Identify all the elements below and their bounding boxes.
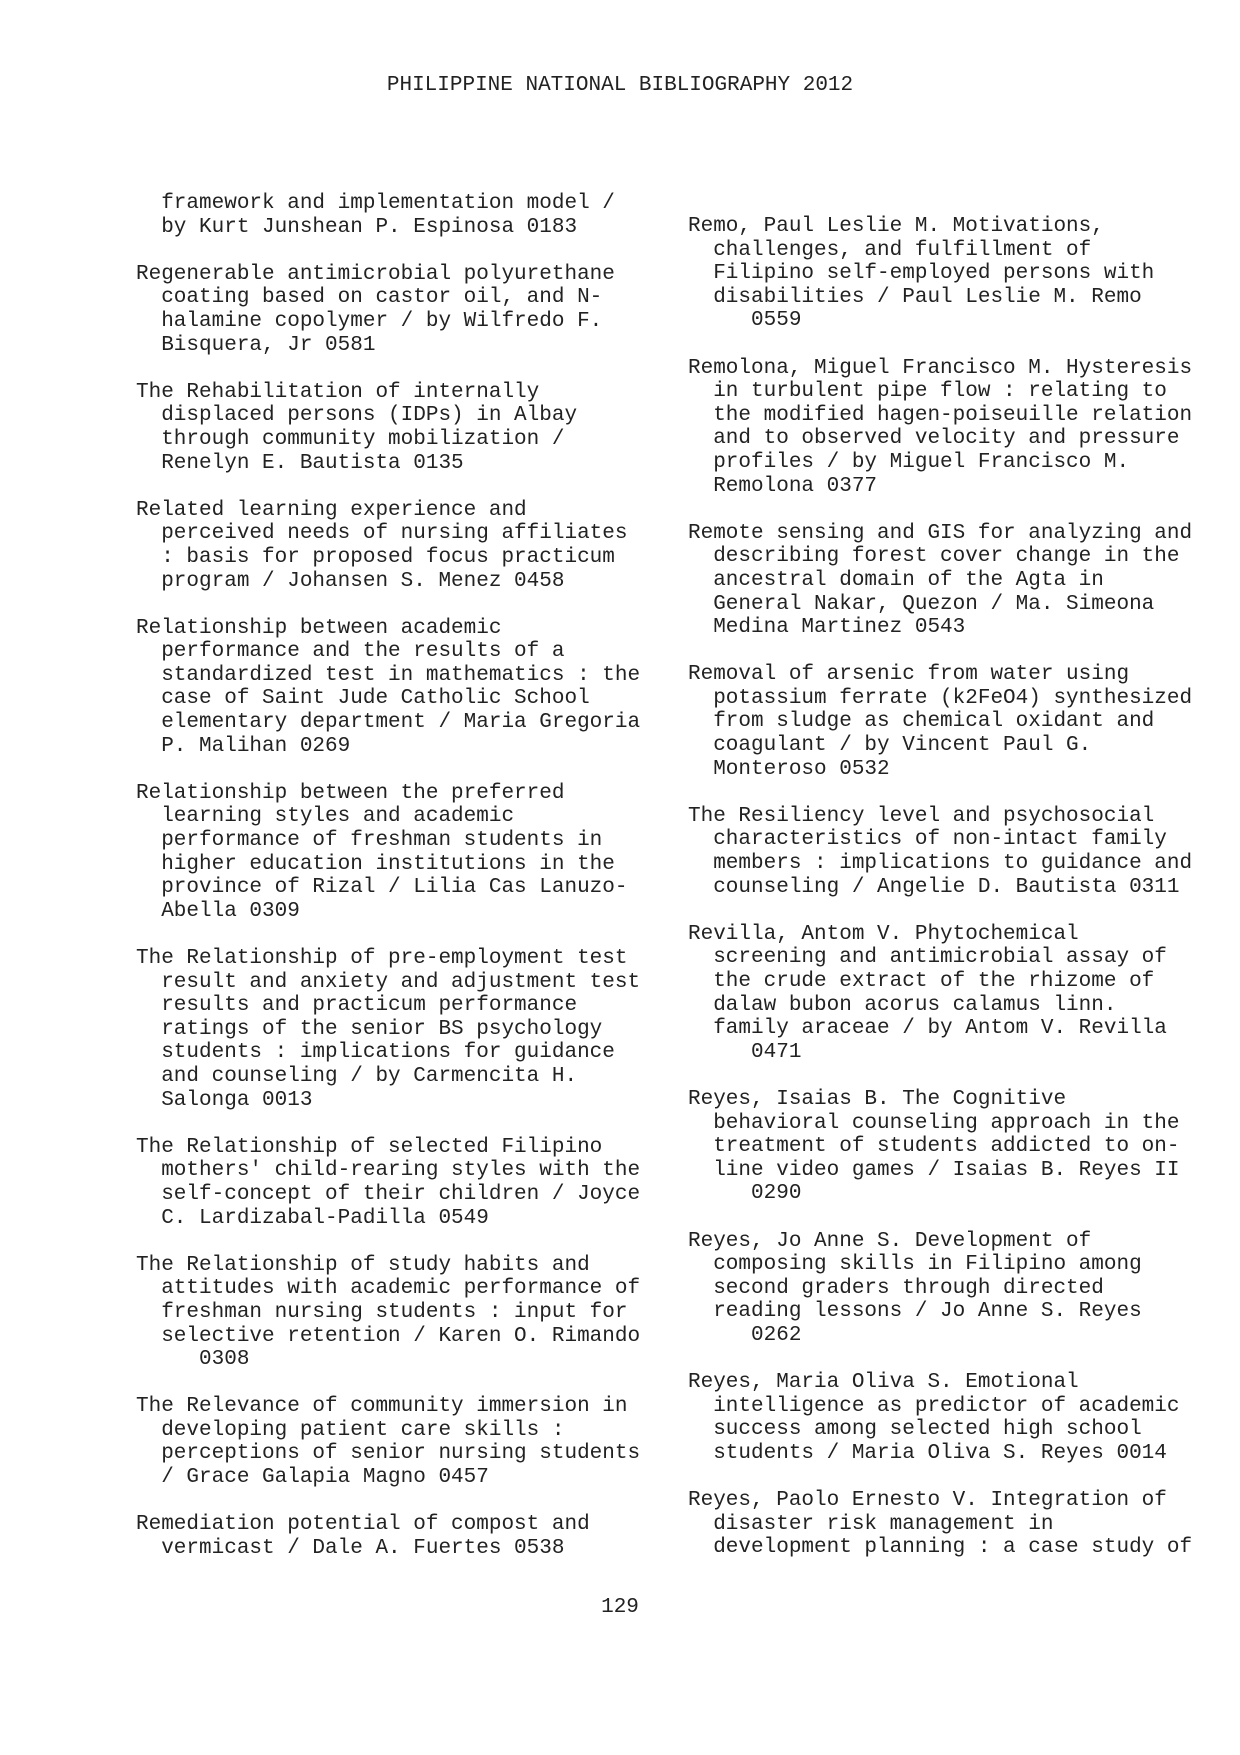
left-column-line: The Relationship of study habits and [136,1253,590,1277]
left-column-line: developing patient care skills : [136,1418,565,1442]
right-column-line: Remolona, Miguel Francisco M. Hysteresis [688,356,1193,380]
left-column-line: standardized test in mathematics : the [136,663,641,687]
right-column-line: line video games / Isaias B. Reyes II [688,1158,1180,1182]
left-column [136,192,640,1560]
right-column-line: family araceae / by Antom V. Revilla [688,1017,1167,1041]
left-column-line: The Relevance of community immersion in [136,1395,628,1419]
right-column-line: Reyes, Maria Oliva S. Emotional [688,1371,1079,1395]
right-column-line: reading lessons / Jo Anne S. Reyes [688,1300,1142,1324]
right-column-line [688,899,1192,923]
right-column-line: treatment of students addicted to on- [688,1135,1180,1159]
right-column-line: the modified hagen-poiseuille relation [688,403,1193,427]
right-column-line: Filipino self-employed persons with [688,262,1155,286]
right-column-line [688,1465,1192,1489]
left-column-line: Related learning experience and [136,498,527,522]
left-column-line: results and practicum performance [136,994,578,1018]
right-column-line: characteristics of non-intact family [688,828,1167,852]
right-column-line: Remolona 0377 [688,474,878,498]
right-column-line [688,1064,1192,1088]
left-column-line: Remediation potential of compost and [136,1513,590,1537]
left-column-line: by Kurt Junshean P. Espinosa 0183 [136,215,578,239]
right-column-line: counseling / Angelie D. Bautista 0311 [688,875,1180,899]
right-column-line: screening and antimicrobial assay of [688,946,1167,970]
right-column-line: General Nakar, Quezon / Ma. Simeona [688,592,1155,616]
left-column-line: Relationship between the preferred [136,781,565,805]
left-column-line: Salonga 0013 [136,1088,313,1112]
left-column-line [136,1372,640,1396]
right-column-line: development planning : a case study of [688,1536,1193,1560]
right-column-line: 0290 [688,1182,802,1206]
right-column-line: Reyes, Jo Anne S. Development of [688,1229,1092,1253]
left-column-line [136,1230,640,1254]
right-column-line: in turbulent pipe flow : relating to [688,380,1167,404]
right-column-line: members : implications to guidance and [688,852,1193,876]
right-column-line: from sludge as chemical oxidant and [688,710,1155,734]
left-column-line: The Relationship of pre-employment test [136,947,628,970]
right-column-line: intelligence as predictor of academic [688,1394,1180,1418]
left-column-line: framework and implementation model / [136,192,615,215]
left-column-line: freshman nursing students : input for [136,1300,628,1324]
left-column-line: C. Lardizabal-Padilla 0549 [136,1206,489,1230]
left-column-line: Regenerable antimicrobial polyurethane [136,262,615,286]
page-header: PHILIPPINE NATIONAL BIBLIOGRAPHY 2012 [386,74,854,97]
right-column-line: disaster risk management in [688,1512,1054,1536]
left-column-line: The Rehabilitation of internally [136,380,540,404]
left-column-line: Bisquera, Jr 0581 [136,333,376,357]
left-column-line: ratings of the senior BS psychology [136,1017,603,1041]
right-column-line: the crude extract of the rhizome of [688,970,1155,993]
left-column-line: / Grace Galapia Magno 0457 [136,1466,489,1490]
left-column-line: Abella 0309 [136,899,300,923]
left-column-line [136,475,640,499]
right-column-line [688,498,1192,522]
left-column-line: performance of freshman students in [136,829,603,853]
right-column-line: describing forest cover change in the [688,545,1180,569]
right-column-line: Remo, Paul Leslie M. Motivations, [688,215,1104,238]
right-column-line: 0262 [688,1323,802,1347]
right-column-line: dalaw bubon acorus calamus linn. [688,993,1117,1017]
left-column-line: : basis for proposed focus practicum [136,545,615,569]
left-column-line [136,1112,640,1136]
left-column-line [136,758,640,782]
left-column-line: higher education institutions in the [136,852,615,876]
right-column-line: and to observed velocity and pressure [688,427,1180,451]
right-column-line: Reyes, Paolo Ernesto V. Integration of [688,1489,1167,1513]
right-column-line: challenges, and fulfillment of [688,238,1092,262]
right-column-line: 0471 [688,1040,802,1064]
left-column-line: selective retention / Karen O. Rimando [136,1324,641,1348]
left-column-line: elementary department / Maria Gregoria [136,711,641,735]
left-column-line: coating based on castor oil, and N- [136,286,603,310]
left-column-line [136,593,640,617]
page-number: 129 [601,1596,639,1619]
left-column-line: attitudes with academic performance of [136,1277,641,1301]
left-column-line: displaced persons (IDPs) in Albay [136,404,578,428]
right-column-line [688,1348,1192,1372]
left-column-line: Renelyn E. Bautista 0135 [136,451,464,475]
right-column-line: ancestral domain of the Agta in [688,568,1104,592]
left-column-line: through community mobilization / [136,427,565,451]
left-column-line: self-concept of their children / Joyce [136,1182,641,1206]
right-column [688,215,1192,1560]
right-column-line [688,333,1192,357]
left-column-line: 0308 [136,1348,250,1372]
left-column-line [136,1490,640,1514]
right-column-line: second graders through directed [688,1276,1104,1300]
left-column-line: case of Saint Jude Catholic School [136,687,590,711]
left-column-line: learning styles and academic [136,805,515,829]
left-column-line: The Relationship of selected Filipino [136,1135,603,1159]
right-column-line: Removal of arsenic from water using [688,663,1130,687]
left-column-line: perceptions of senior nursing students [136,1442,641,1466]
right-column-line: Reyes, Isaias B. The Cognitive [688,1087,1067,1111]
right-column-line: Remote sensing and GIS for analyzing and [688,521,1193,545]
right-column-line [688,640,1192,664]
left-column-line: vermicast / Dale A. Fuertes 0538 [136,1536,565,1560]
left-column-line: province of Rizal / Lilia Cas Lanuzo- [136,876,628,900]
right-column-line [688,1206,1192,1230]
right-column-line: disabilities / Paul Leslie M. Remo [688,285,1142,309]
left-column-line [136,239,640,263]
right-column-line [688,781,1192,805]
left-column-line [136,357,640,381]
left-column-line: halamine copolymer / by Wilfredo F. [136,309,603,333]
right-column-line: Medina Martinez 0543 [688,616,966,640]
left-column-line: students : implications for guidance [136,1041,615,1065]
right-column-line: The Resiliency level and psychosocial [688,804,1155,828]
left-column-line: P. Malihan 0269 [136,734,351,758]
left-column-line: performance and the results of a [136,640,565,664]
left-column-line: result and anxiety and adjustment test [136,970,641,994]
left-column-line: mothers' child-rearing styles with the [136,1159,641,1183]
right-column-line: coagulant / by Vincent Paul G. [688,734,1092,758]
right-column-line: profiles / by Miguel Francisco M. [688,450,1130,474]
left-column-line: perceived needs of nursing affiliates [136,522,628,546]
right-column-line: students / Maria Oliva S. Reyes 0014 [688,1441,1167,1465]
left-column-line: Relationship between academic [136,616,502,640]
left-column-line: and counseling / by Carmencita H. [136,1064,578,1088]
right-column-line: composing skills in Filipino among [688,1253,1142,1277]
right-column-line: Monteroso 0532 [688,757,890,781]
right-column-line: behavioral counseling approach in the [688,1111,1180,1135]
right-column-line: potassium ferrate (k2FeO4) synthesized [688,686,1193,710]
left-column-line [136,923,640,947]
right-column-line: success among selected high school [688,1418,1142,1442]
right-column-line: Revilla, Antom V. Phytochemical [688,922,1079,946]
right-column-line: 0559 [688,309,802,333]
left-column-line: program / Johansen S. Menez 0458 [136,569,565,593]
